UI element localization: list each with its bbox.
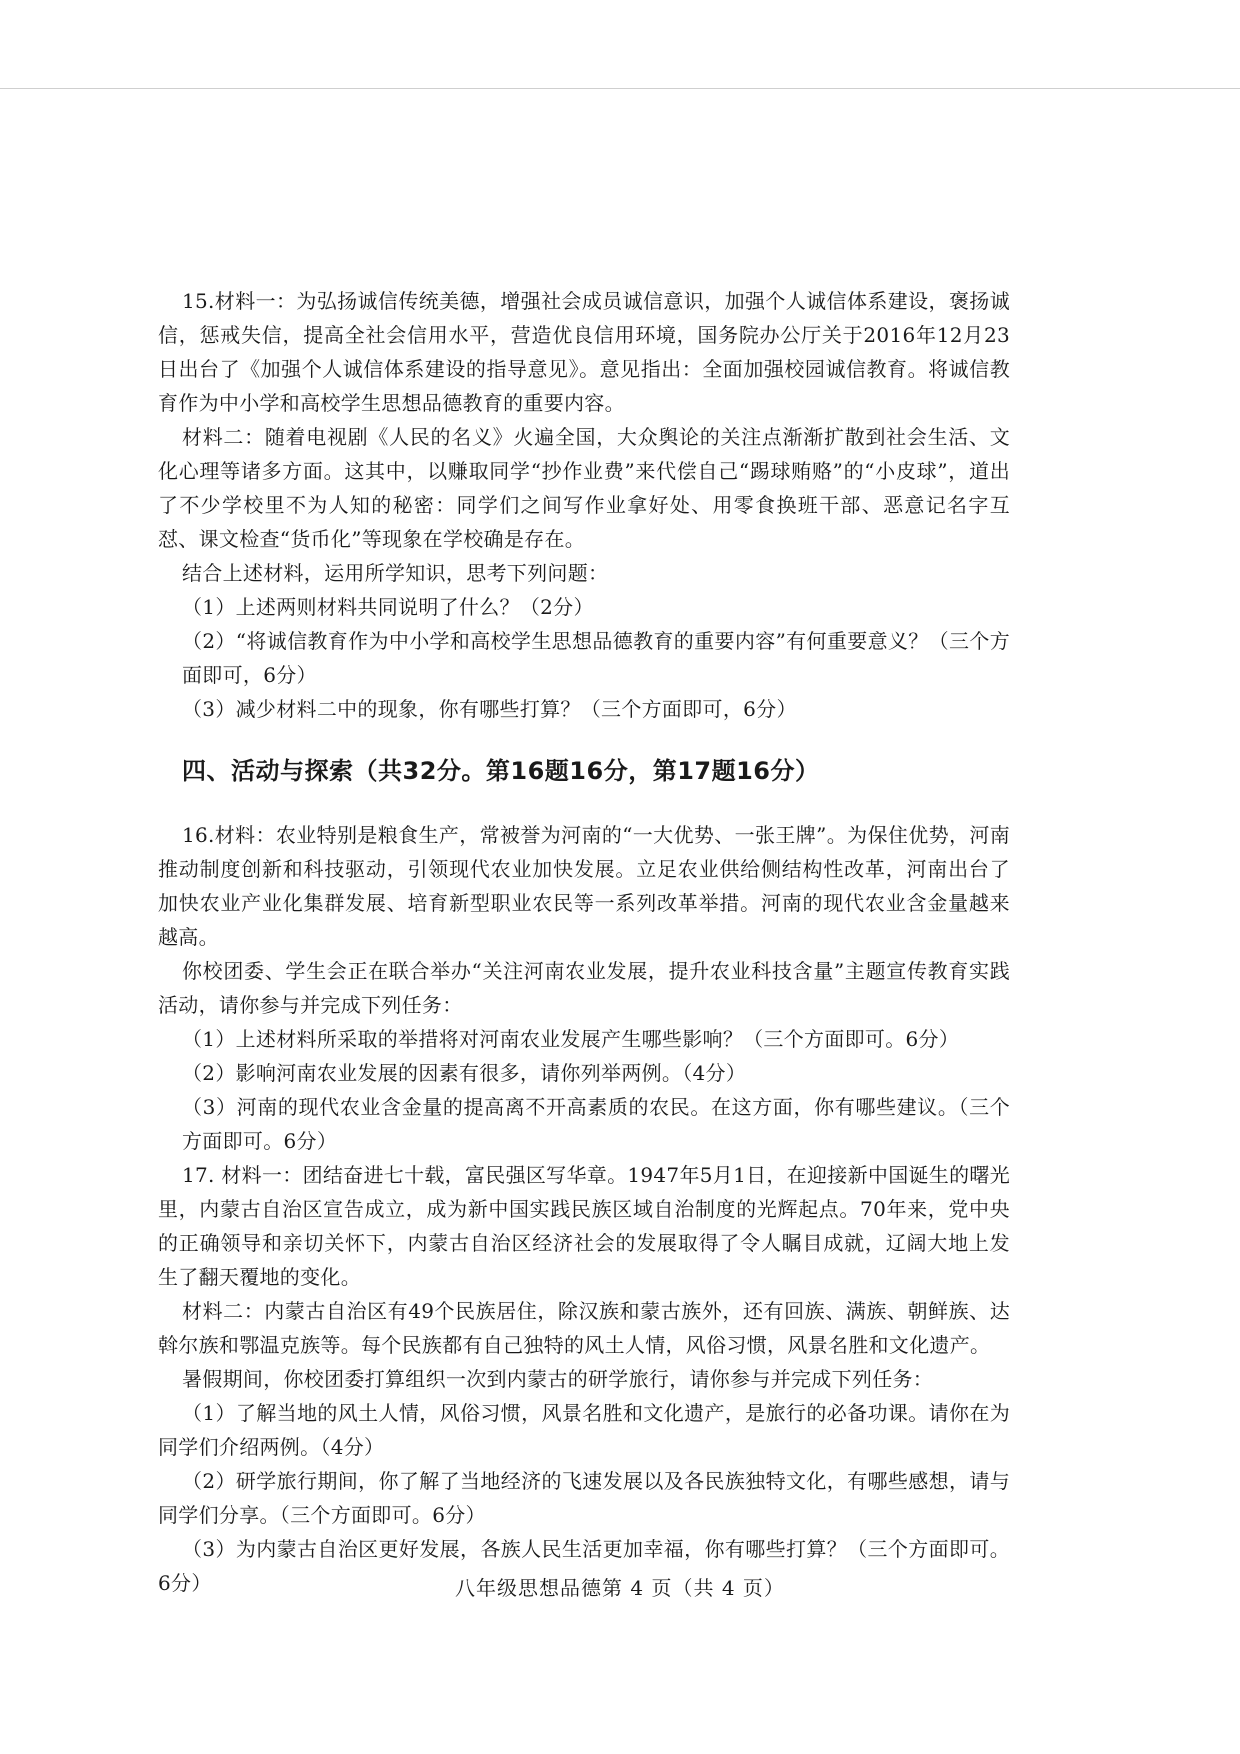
q15-material-1: 15.材料一：为弘扬诚信传统美德，增强社会成员诚信意识，加强个人诚信体系建设，褒扬诚信，惩戒失信，提高全社会信用水平，营造优良信用环境，国务院办公厅关于2016年12月23日出台了《加强个人诚信体系建设的指导意见》。意见指出：全面加强校园诚信教育。将诚信教育作为中小学和高校学生思想品德教育的重要内容。 bbox=[158, 289, 1010, 415]
q17-sub-question-3: （3）为内蒙古自治区更好发展，各族人民生活更加幸福，你有哪些打算？（三个方面即可。6分） bbox=[158, 1537, 1010, 1595]
q17-sub-question-1: （1）了解当地的风土人情，风俗习惯，风景名胜和文化遗产，是旅行的必备功课。请你在为同学们介绍两例。（4分） bbox=[158, 1401, 1010, 1459]
exam-page-content bbox=[158, 284, 1010, 1600]
q15-sub-question-1: （1）上述两则材料共同说明了什么？（2分） bbox=[182, 595, 594, 619]
q16-sub-question-3: （3）河南的现代农业含金量的提高离不开高素质的农民。在这方面，你有哪些建议。（三个方面即可。6分） bbox=[182, 1095, 1010, 1153]
q17-material-1: 17. 材料一：团结奋进七十载，富民强区写华章。1947年5月1日，在迎接新中国诞生的曙光里，内蒙古自治区宣告成立，成为新中国实践民族区域自治制度的光辉起点。70年来，党中央的正确领导和亲切关怀下，内蒙古自治区经济社会的发展取得了令人瞩目成就，辽阔大地上发生了翻天覆地的变化。 bbox=[158, 1163, 1011, 1289]
section-4-heading: 四、活动与探索（共32分。第16题16分，第17题16分） bbox=[182, 757, 820, 785]
q15-prompt: 结合上述材料，运用所学知识，思考下列问题： bbox=[182, 561, 609, 585]
page-footer: 八年级思想品德第 4 页（共 4 页） bbox=[455, 1576, 785, 1600]
q17-prompt: 暑假期间，你校团委打算组织一次到内蒙古的研学旅行，请你参与并完成下列任务： bbox=[182, 1367, 934, 1391]
top-divider bbox=[0, 88, 1240, 89]
q17-sub-question-2: （2）研学旅行期间，你了解了当地经济的飞速发展以及各民族独特文化，有哪些感想，请与同学们分享。（三个方面即可。6分） bbox=[158, 1469, 1010, 1527]
q17-material-2: 材料二：内蒙古自治区有49个民族居住，除汉族和蒙古族外，还有回族、满族、朝鲜族、达斡尔族和鄂温克族等。每个民族都有自己独特的风土人情，风俗习惯，风景名胜和文化遗产。 bbox=[158, 1299, 1010, 1357]
q15-sub-question-3: （3）减少材料二中的现象，你有哪些打算？（三个方面即可，6分） bbox=[182, 697, 797, 721]
q16-sub-question-2: （2）影响河南农业发展的因素有很多，请你列举两例。（4分） bbox=[182, 1061, 747, 1085]
q16-prompt: 你校团委、学生会正在联合举办“关注河南农业发展，提升农业科技含量”主题宣传教育实践活动，请你参与并完成下列任务： bbox=[158, 959, 1010, 1017]
q16-material: 16.材料：农业特别是粮食生产，常被誉为河南的“一大优势、一张王牌”。为保住优势，河南推动制度创新和科技驱动，引领现代农业加快发展。立足农业供给侧结构性改革，河南出台了加快农业产业化集群发展、培育新型职业农民等一系列改革举措。河南的现代农业含金量越来越高。 bbox=[158, 823, 1010, 949]
q15-material-2: 材料二：随着电视剧《人民的名义》火遍全国，大众舆论的关注点渐渐扩散到社会生活、文化心理等诸多方面。这其中，以赚取同学“抄作业费”来代偿自己“踢球贿赂”的“小皮球”，道出了不少学校里不为人知的秘密：同学们之间写作业拿好处、用零食换班干部、恶意记名字互怼、课文检查“货币化”等现象在学校确是存在。 bbox=[158, 425, 1010, 551]
q15-sub-question-2: （2）“将诚信教育作为中小学和高校学生思想品德教育的重要内容”有何重要意义？（三个方面即可，6分） bbox=[182, 629, 1010, 687]
q16-sub-question-1: （1）上述材料所采取的举措将对河南农业发展产生哪些影响？（三个方面即可。6分） bbox=[182, 1027, 960, 1051]
